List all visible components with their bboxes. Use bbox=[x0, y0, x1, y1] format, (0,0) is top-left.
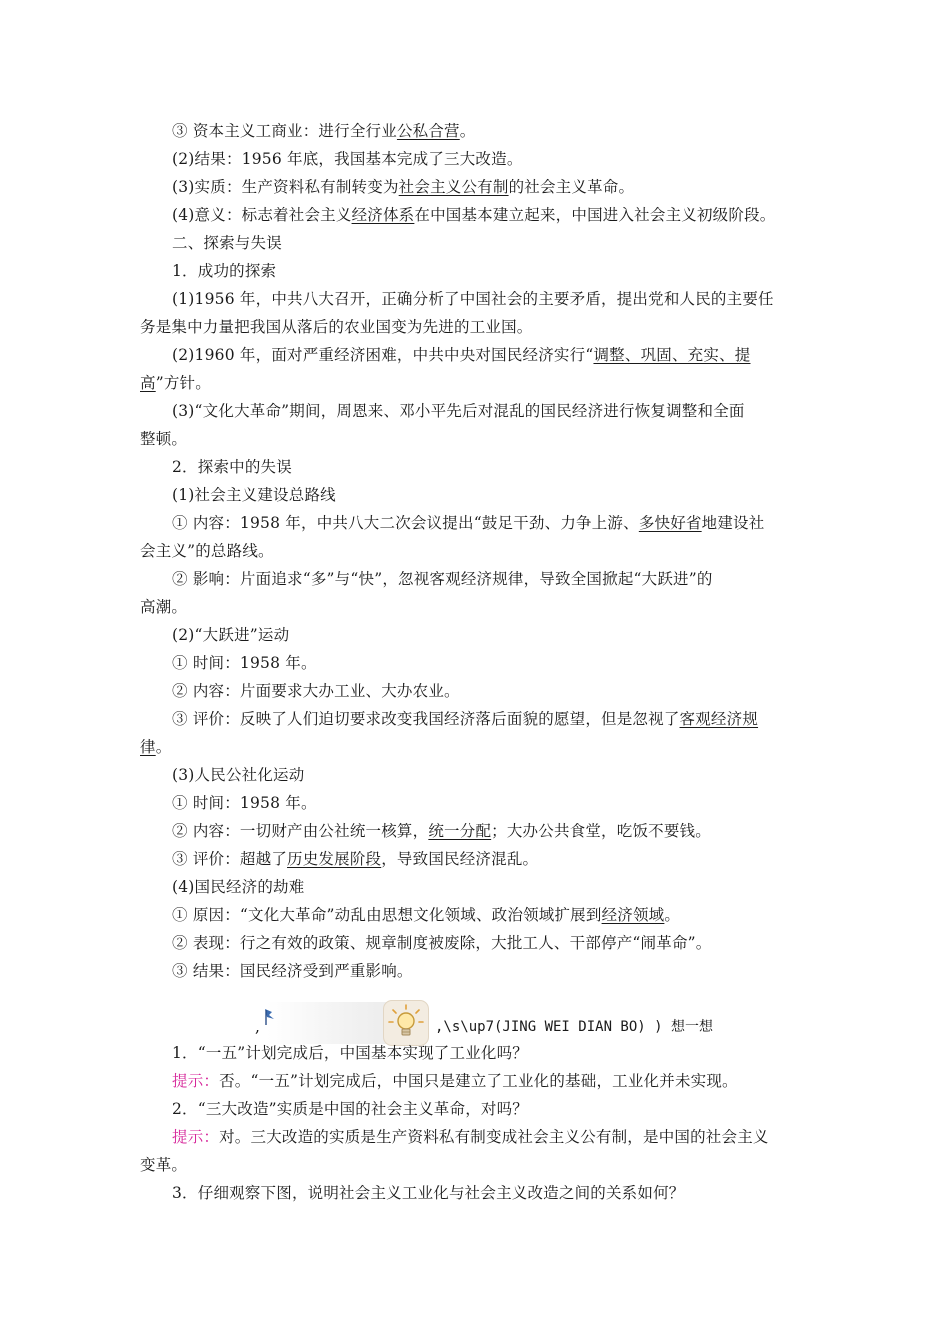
line-text: 在中国基本建立起来，中国进入社会主义初级阶段。 bbox=[414, 206, 776, 224]
line-text: 的社会主义革命。 bbox=[508, 178, 635, 196]
line-text: 务是集中力量把我国从落后的农业国变为先进的工业国。 bbox=[140, 318, 533, 336]
line-text: 变革。 bbox=[140, 1156, 188, 1174]
line-text: (1)1956 年，中共八大召开，正确分析了中国社会的主要矛盾，提出党和人民的主要任 bbox=[172, 290, 774, 308]
key-term: 经济领域 bbox=[601, 906, 665, 924]
hint-label: 提示： bbox=[172, 1128, 220, 1146]
key-term: 统一分配 bbox=[428, 822, 492, 840]
line-text: 二、探索与失误 bbox=[172, 234, 282, 252]
line-text: (2)“大跃进”运动 bbox=[172, 626, 290, 644]
text-line bbox=[140, 314, 812, 341]
text-line bbox=[172, 762, 812, 789]
text-line bbox=[172, 902, 812, 929]
question bbox=[172, 1040, 812, 1067]
question bbox=[172, 1180, 812, 1207]
line-text: (3)“文化大革命”期间，周恩来、邓小平先后对混乱的国民经济进行恢复调整和全面 bbox=[172, 402, 745, 420]
text-line bbox=[172, 398, 812, 425]
text-line bbox=[140, 426, 812, 453]
text-line bbox=[172, 846, 812, 873]
line-text: (2)结果：1956 年底，我国基本完成了三大改造。 bbox=[172, 150, 523, 168]
line-text: 2．探索中的失误 bbox=[172, 458, 292, 476]
text-line bbox=[172, 566, 812, 593]
line-text: 2．“三大改造”实质是中国的社会主义革命，对吗？ bbox=[172, 1100, 529, 1118]
line-text: ① 时间：1958 年。 bbox=[172, 654, 317, 672]
key-term: 调整、巩固、充实、提 bbox=[593, 346, 751, 364]
line-text: ③ 资本主义工商业：进行全行业 bbox=[172, 122, 397, 140]
text-line bbox=[172, 286, 812, 313]
line-text: 否。“一五”计划完成后，中国只是建立了工业化的基础，工业化并未实现。 bbox=[219, 1072, 738, 1090]
text-line bbox=[172, 678, 812, 705]
line-text: ② 表现：行之有效的政策、规章制度被废除，大批工人、干部停产“闹革命”。 bbox=[172, 934, 712, 952]
line-text: ③ 评价：反映了人们迫切要求改变我国经济落后面貌的愿望，但是忽视了 bbox=[172, 710, 680, 728]
text-line bbox=[172, 342, 812, 369]
text-line bbox=[172, 650, 812, 677]
text-line bbox=[172, 174, 812, 201]
line-text: ② 内容：片面要求大办工业、大办农业。 bbox=[172, 682, 460, 700]
line-text: ③ 结果：国民经济受到严重影响。 bbox=[172, 962, 413, 980]
text-line bbox=[140, 538, 812, 565]
banner-comma: , bbox=[255, 1018, 260, 1036]
text-line bbox=[172, 482, 812, 509]
text-line bbox=[172, 706, 812, 733]
answer bbox=[172, 1068, 812, 1095]
line-text: 。 bbox=[459, 122, 476, 140]
line-text: (3)人民公社化运动 bbox=[172, 766, 305, 784]
line-text: 。 bbox=[155, 738, 172, 756]
line-text: (3)实质：生产资料私有制转变为 bbox=[172, 178, 399, 196]
hint-label: 提示： bbox=[172, 1072, 220, 1090]
key-term: 多快好省 bbox=[638, 514, 702, 532]
question bbox=[172, 1096, 812, 1123]
line-text: (4)意义：标志着社会主义 bbox=[172, 206, 352, 224]
key-term: 律 bbox=[140, 738, 156, 756]
key-term: 历史发展阶段 bbox=[287, 850, 382, 868]
text-line bbox=[172, 930, 812, 957]
line-text: ① 原因：“文化大革命”动乱由思想文化领域、政治领域扩展到 bbox=[172, 906, 602, 924]
line-text: 整顿。 bbox=[140, 430, 188, 448]
subsection-heading bbox=[172, 454, 812, 481]
text-line bbox=[140, 734, 812, 761]
line-text: 1．“一五”计划完成后，中国基本实现了工业化吗？ bbox=[172, 1044, 529, 1062]
subsection-heading bbox=[172, 258, 812, 285]
text-line bbox=[172, 874, 812, 901]
line-text: 1．成功的探索 bbox=[172, 262, 277, 280]
key-term: 高 bbox=[140, 374, 156, 392]
key-term: 社会主义公有制 bbox=[398, 178, 509, 196]
pin-icon bbox=[263, 1008, 277, 1026]
line-text: ① 内容：1958 年，中共八大二次会议提出“鼓足干劲、力争上游、 bbox=[172, 514, 639, 532]
text-line bbox=[140, 370, 812, 397]
line-text: 会主义”的总路线。 bbox=[140, 542, 274, 560]
text-line bbox=[172, 958, 812, 985]
line-text: ② 内容：一切财产由公社统一核算， bbox=[172, 822, 429, 840]
line-text: (2)1960 年，面对严重经济困难，中共中央对国民经济实行“ bbox=[172, 346, 594, 364]
text-line bbox=[140, 594, 812, 621]
answer-continued bbox=[140, 1152, 812, 1179]
line-text: (1)社会主义建设总路线 bbox=[172, 486, 336, 504]
key-term: 经济体系 bbox=[351, 206, 415, 224]
text-line bbox=[172, 818, 812, 845]
line-text: (4)国民经济的劫难 bbox=[172, 878, 305, 896]
text-line bbox=[172, 790, 812, 817]
line-text: 地建设社 bbox=[701, 514, 765, 532]
text-line bbox=[172, 622, 812, 649]
line-text: 。 bbox=[664, 906, 681, 924]
line-text: ，导致国民经济混乱。 bbox=[381, 850, 539, 868]
line-text: ；大办公共食堂，吃饭不要钱。 bbox=[491, 822, 711, 840]
line-text: ③ 评价：超越了 bbox=[172, 850, 288, 868]
line-text: ① 时间：1958 年。 bbox=[172, 794, 317, 812]
line-text: 对。三大改造的实质是生产资料私有制变成社会主义公有制，是中国的社会主义 bbox=[219, 1128, 769, 1146]
key-term: 客观经济规 bbox=[679, 710, 759, 728]
line-text: 高潮。 bbox=[140, 598, 188, 616]
text-line bbox=[172, 146, 812, 173]
banner-title: ,\s\up7(JING WEI DIAN BO) ) 想一想 bbox=[435, 1019, 714, 1035]
text-line bbox=[172, 118, 812, 145]
line-text: 3．仔细观察下图，说明社会主义工业化与社会主义改造之间的关系如何？ bbox=[172, 1184, 685, 1202]
text-line bbox=[172, 510, 812, 537]
answer bbox=[172, 1124, 812, 1151]
line-text: ② 影响：片面追求“多”与“快”，忽视客观经济规律，导致全国掀起“大跃进”的 bbox=[172, 570, 713, 588]
text-line bbox=[172, 202, 812, 229]
section-heading bbox=[172, 230, 812, 257]
line-text: ”方针。 bbox=[155, 374, 211, 392]
key-term: 公私合营 bbox=[396, 122, 460, 140]
